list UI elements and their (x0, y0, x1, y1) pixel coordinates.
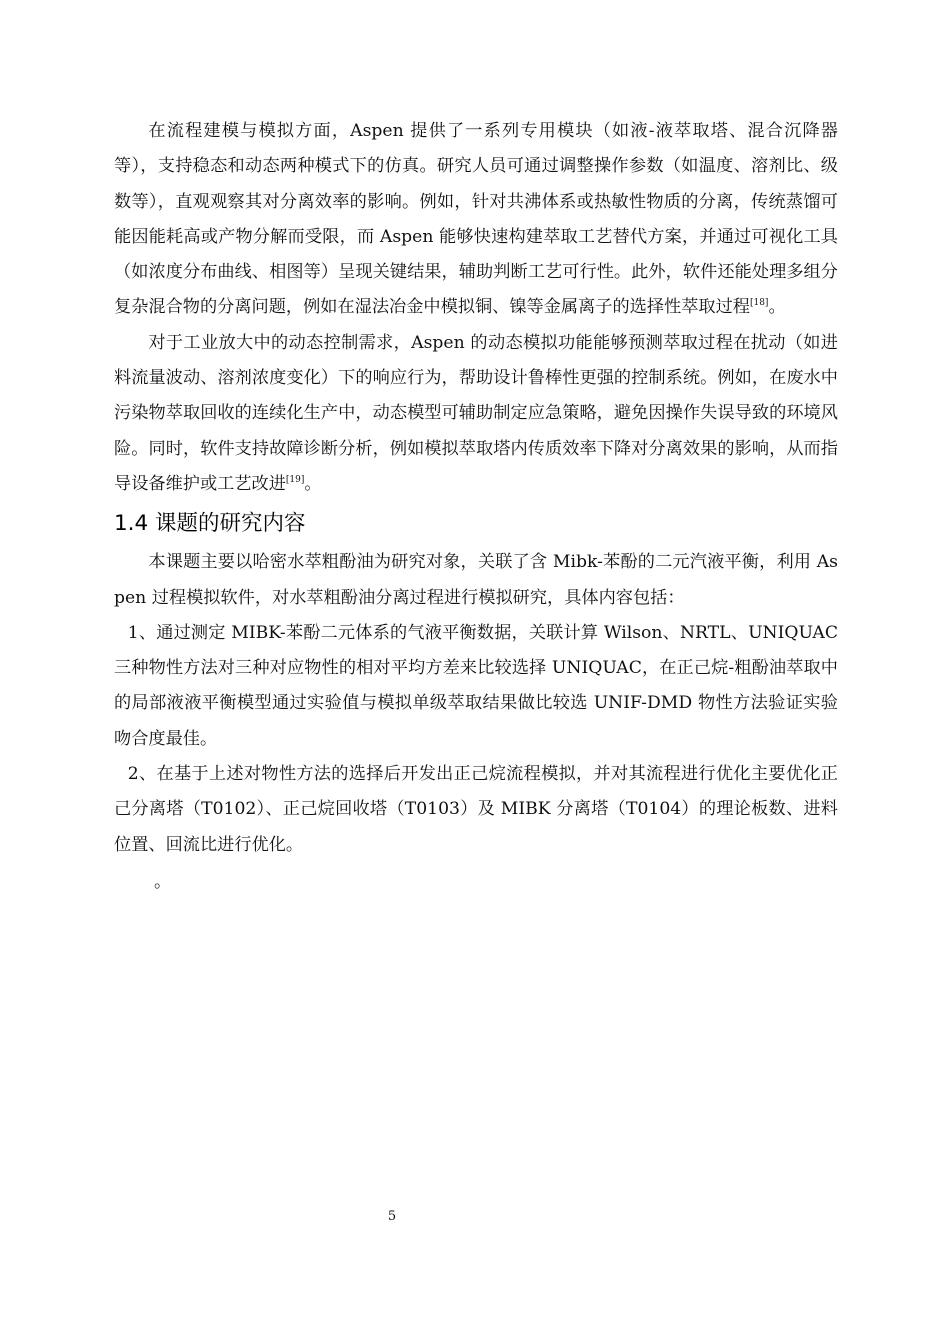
paragraph-dynamic-control (114, 326, 838, 502)
paragraph-end-mark: 。 (304, 473, 322, 494)
paragraph-text: 对于工业放大中的动态控制需求，Aspen 的动态模拟功能能够预测萃取过程在扰动（如进料流量波动、溶剂浓度变化）下的响应行为，帮助设计鲁棒性更强的控制系统。例如，在废水中污染物萃取回收的连续化生产中，动态模型可辅助制定应急策略，避免因操作失误导致的环境风险。同时，软件支持故障诊断分析，例如模拟萃取塔内传质效率下降对分离效果的影响，从而指导设备维护或工艺改进 (114, 332, 838, 494)
citation-19: [19] (285, 474, 305, 485)
paragraph-text: 在流程建模与模拟方面，Aspen 提供了一系列专用模块（如液-液萃取塔、混合沉降器等），支持稳态和动态两种模式下的仿真。研究人员可通过调整操作参数（如温度、溶剂比、级数等），直观观察其对分离效率的影响。例如，针对共沸体系或热敏性物质的分离，传统蒸馏可能因能耗高或产物分解而受限，而 Aspen 能够快速构建萃取工艺替代方案，并通过可视化工具（如浓度分布曲线、相图等）呈现关键结果，辅助判断工艺可行性。此外，软件还能处理多组分复杂混合物的分离问题，例如在湿法冶金中模拟铜、镍等金属离子的选择性萃取过程 (114, 121, 838, 318)
paragraph-research-intro: 本课题主要以哈密水萃粗酚油为研究对象，关联了含 Mibk-苯酚的二元汽液平衡，利用 Aspen 过程模拟软件，对水萃粗酚油分离过程进行模拟研究，具体内容包括： (114, 552, 838, 608)
paragraph-process-modeling (114, 114, 838, 326)
paragraph-end-mark: 。 (768, 297, 786, 318)
page-body (114, 114, 838, 900)
page-number: 5 (387, 1209, 397, 1224)
trailing-period: 。 (154, 871, 172, 892)
section-heading: 1.4 课题的研究内容 (114, 511, 306, 537)
citation-18: [18] (749, 298, 769, 309)
list-item-2: 2、在基于上述对物性方法的选择后开发出正己烷流程模拟，并对其流程进行优化主要优化正己分离塔（T0102）、正己烷回收塔（T0103）及 MIBK 分离塔（T0104）的理论板数、进料位置、回流比进行优化。 (114, 764, 838, 855)
list-item-1: 1、通过测定 MIBK-苯酚二元体系的气液平衡数据，关联计算 Wilson、NRTL、UNIQUAC 三种物性方法对三种对应物性的相对平均方差来比较选择 UNIQUAC，在正己烷-粗酚油萃取中的局部液液平衡模型通过实验值与模拟单级萃取结果做比较选 UNIF-DMD 物性方法验证实验吻合度最佳。 (114, 622, 838, 749)
